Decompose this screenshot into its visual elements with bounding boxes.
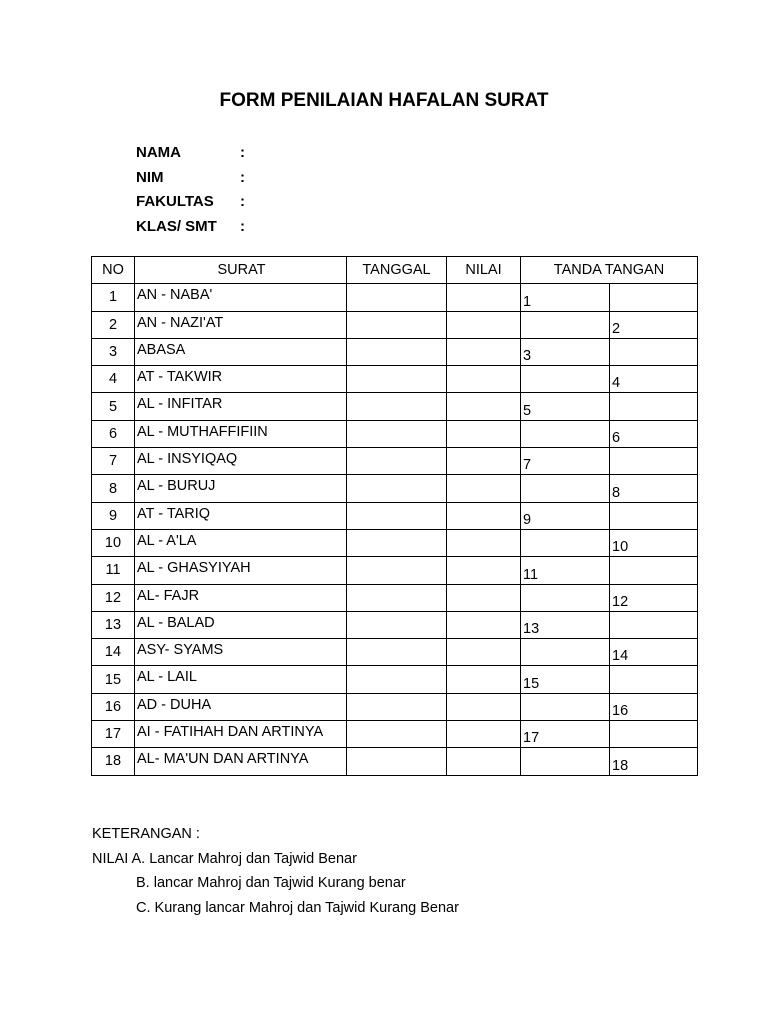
header-tanda-tangan: TANDA TANGAN bbox=[521, 257, 698, 284]
row-signature-left[interactable] bbox=[521, 748, 610, 775]
table-row bbox=[92, 448, 698, 475]
table-row bbox=[92, 748, 698, 775]
row-signature-right[interactable] bbox=[610, 502, 698, 529]
table-row bbox=[92, 611, 698, 638]
row-no: 2 bbox=[92, 311, 135, 338]
table-row bbox=[92, 529, 698, 556]
row-signature-left[interactable] bbox=[521, 366, 610, 393]
row-nilai-cell[interactable] bbox=[447, 529, 521, 556]
row-signature-left[interactable] bbox=[521, 420, 610, 447]
header-surat: SURAT bbox=[135, 257, 347, 284]
row-nilai-cell[interactable] bbox=[447, 448, 521, 475]
row-nilai-cell[interactable] bbox=[447, 366, 521, 393]
nilai-label: NILAI bbox=[92, 850, 129, 867]
info-row-klas-smt bbox=[136, 217, 260, 242]
row-tanggal-cell[interactable] bbox=[347, 584, 447, 611]
notes-item-a bbox=[92, 849, 459, 874]
row-surat: AT - TAKWIR bbox=[135, 366, 347, 393]
notes-item-text: A. Lancar Mahroj dan Tajwid Benar bbox=[131, 850, 357, 867]
table-row bbox=[92, 721, 698, 748]
row-tanggal-cell[interactable] bbox=[347, 448, 447, 475]
row-surat: AL - BURUJ bbox=[135, 475, 347, 502]
info-row-nim bbox=[136, 168, 260, 193]
info-label: NAMA bbox=[136, 144, 181, 161]
table-row bbox=[92, 366, 698, 393]
row-signature-right[interactable]: 2 bbox=[610, 311, 698, 338]
info-label: KLAS/ SMT bbox=[136, 217, 217, 235]
row-signature-right[interactable] bbox=[610, 284, 698, 311]
row-tanggal-cell[interactable] bbox=[347, 393, 447, 420]
notes-item-b: B. lancar Mahroj dan Tajwid Kurang benar bbox=[136, 875, 406, 892]
table-row bbox=[92, 502, 698, 529]
header-no: NO bbox=[92, 257, 135, 284]
row-surat: AL - BALAD bbox=[135, 611, 347, 638]
row-signature-right[interactable]: 16 bbox=[610, 693, 698, 720]
info-row-fakultas bbox=[136, 192, 260, 217]
row-signature-left[interactable] bbox=[521, 311, 610, 338]
row-signature-right[interactable]: 8 bbox=[610, 475, 698, 502]
row-nilai-cell[interactable] bbox=[447, 393, 521, 420]
table-header-row bbox=[92, 257, 698, 284]
row-tanggal-cell[interactable] bbox=[347, 338, 447, 365]
row-tanggal-cell[interactable] bbox=[347, 502, 447, 529]
row-signature-right[interactable] bbox=[610, 393, 698, 420]
table-row bbox=[92, 475, 698, 502]
row-surat: ABASA bbox=[135, 338, 347, 365]
row-nilai-cell[interactable] bbox=[447, 693, 521, 720]
row-signature-left[interactable]: 3 bbox=[521, 338, 610, 365]
row-nilai-cell[interactable] bbox=[447, 311, 521, 338]
table-row bbox=[92, 639, 698, 666]
table-row bbox=[92, 693, 698, 720]
row-no: 11 bbox=[92, 557, 135, 584]
row-tanggal-cell[interactable] bbox=[347, 311, 447, 338]
row-nilai-cell[interactable] bbox=[447, 584, 521, 611]
row-signature-right[interactable]: 12 bbox=[610, 584, 698, 611]
row-signature-left[interactable]: 15 bbox=[521, 666, 610, 693]
row-surat: AI - FATIHAH DAN ARTINYA bbox=[135, 721, 347, 748]
info-colon: : bbox=[240, 193, 245, 210]
row-surat: AL - A'LA bbox=[135, 529, 347, 556]
row-no: 4 bbox=[92, 366, 135, 393]
row-surat: AL- MA'UN DAN ARTINYA bbox=[135, 748, 347, 775]
row-signature-left[interactable] bbox=[521, 475, 610, 502]
row-nilai-cell[interactable] bbox=[447, 748, 521, 775]
info-label: NIM bbox=[136, 168, 164, 186]
row-nilai-cell[interactable] bbox=[447, 420, 521, 447]
row-signature-left[interactable]: 11 bbox=[521, 557, 610, 584]
row-tanggal-cell[interactable] bbox=[347, 666, 447, 693]
row-tanggal-cell[interactable] bbox=[347, 475, 447, 502]
row-nilai-cell[interactable] bbox=[447, 338, 521, 365]
row-no: 18 bbox=[92, 748, 135, 775]
row-tanggal-cell[interactable] bbox=[347, 693, 447, 720]
row-no: 8 bbox=[92, 475, 135, 502]
table-row bbox=[92, 284, 698, 311]
row-signature-right[interactable] bbox=[610, 611, 698, 638]
row-tanggal-cell[interactable] bbox=[347, 721, 447, 748]
row-signature-right[interactable] bbox=[610, 557, 698, 584]
row-signature-left[interactable]: 1 bbox=[521, 284, 610, 311]
row-signature-left[interactable] bbox=[521, 529, 610, 556]
row-no: 10 bbox=[92, 529, 135, 556]
row-signature-right[interactable] bbox=[610, 666, 698, 693]
header-nilai: NILAI bbox=[447, 257, 521, 284]
row-signature-left[interactable]: 5 bbox=[521, 393, 610, 420]
table-row bbox=[92, 584, 698, 611]
row-nilai-cell[interactable] bbox=[447, 666, 521, 693]
row-nilai-cell[interactable] bbox=[447, 721, 521, 748]
row-signature-left[interactable] bbox=[521, 639, 610, 666]
row-signature-left[interactable]: 9 bbox=[521, 502, 610, 529]
table-row bbox=[92, 393, 698, 420]
row-signature-left[interactable] bbox=[521, 693, 610, 720]
info-colon: : bbox=[240, 168, 245, 186]
row-signature-left[interactable] bbox=[521, 584, 610, 611]
assessment-table bbox=[91, 256, 698, 776]
row-tanggal-cell[interactable] bbox=[347, 284, 447, 311]
table-row bbox=[92, 557, 698, 584]
row-surat: AT - TARIQ bbox=[135, 502, 347, 529]
row-nilai-cell[interactable] bbox=[447, 557, 521, 584]
info-colon: : bbox=[240, 144, 245, 161]
info-row-nama bbox=[136, 143, 260, 168]
info-colon: : bbox=[240, 217, 245, 235]
row-signature-right[interactable]: 10 bbox=[610, 529, 698, 556]
row-surat: AL - INFITAR bbox=[135, 393, 347, 420]
table-row bbox=[92, 338, 698, 365]
row-signature-right[interactable]: 6 bbox=[610, 420, 698, 447]
notes-section bbox=[92, 824, 459, 922]
student-info bbox=[136, 143, 260, 241]
notes-item-c: C. Kurang lancar Mahroj dan Tajwid Kurang Benar bbox=[136, 899, 459, 916]
info-label: FAKULTAS bbox=[136, 193, 214, 210]
row-surat: AN - NAZI'AT bbox=[135, 311, 347, 338]
row-no: 5 bbox=[92, 393, 135, 420]
row-no: 15 bbox=[92, 666, 135, 693]
row-tanggal-cell[interactable] bbox=[347, 748, 447, 775]
row-surat: ASY- SYAMS bbox=[135, 639, 347, 666]
row-no: 14 bbox=[92, 639, 135, 666]
row-no: 13 bbox=[92, 611, 135, 638]
row-tanggal-cell[interactable] bbox=[347, 529, 447, 556]
row-no: 9 bbox=[92, 502, 135, 529]
row-no: 17 bbox=[92, 721, 135, 748]
table-row bbox=[92, 666, 698, 693]
row-surat: AL - MUTHAFFIFIIN bbox=[135, 420, 347, 447]
table-body bbox=[92, 284, 698, 775]
row-signature-right[interactable]: 18 bbox=[610, 748, 698, 775]
row-no: 1 bbox=[92, 284, 135, 311]
row-nilai-cell[interactable] bbox=[447, 475, 521, 502]
row-surat: AL- FAJR bbox=[135, 584, 347, 611]
row-surat: AL - INSYIQAQ bbox=[135, 448, 347, 475]
row-tanggal-cell[interactable] bbox=[347, 557, 447, 584]
notes-heading: KETERANGAN : bbox=[92, 826, 200, 842]
row-tanggal-cell[interactable] bbox=[347, 611, 447, 638]
row-tanggal-cell[interactable] bbox=[347, 366, 447, 393]
header-tanggal: TANGGAL bbox=[347, 257, 447, 284]
row-signature-left[interactable]: 17 bbox=[521, 721, 610, 748]
row-surat: AL - LAIL bbox=[135, 666, 347, 693]
row-signature-right[interactable]: 14 bbox=[610, 639, 698, 666]
row-tanggal-cell[interactable] bbox=[347, 420, 447, 447]
row-surat: AL - GHASYIYAH bbox=[135, 557, 347, 584]
row-no: 3 bbox=[92, 338, 135, 365]
row-nilai-cell[interactable] bbox=[447, 611, 521, 638]
form-title: FORM PENILAIAN HAFALAN SURAT bbox=[219, 90, 549, 111]
row-nilai-cell[interactable] bbox=[447, 639, 521, 666]
row-tanggal-cell[interactable] bbox=[347, 639, 447, 666]
table-row bbox=[92, 311, 698, 338]
row-signature-right[interactable] bbox=[610, 338, 698, 365]
row-no: 7 bbox=[92, 448, 135, 475]
row-no: 6 bbox=[92, 420, 135, 447]
row-nilai-cell[interactable] bbox=[447, 284, 521, 311]
row-surat: AD - DUHA bbox=[135, 693, 347, 720]
row-signature-right[interactable] bbox=[610, 721, 698, 748]
row-nilai-cell[interactable] bbox=[447, 502, 521, 529]
row-signature-left[interactable]: 7 bbox=[521, 448, 610, 475]
row-signature-left[interactable]: 13 bbox=[521, 611, 610, 638]
row-signature-right[interactable] bbox=[610, 448, 698, 475]
row-no: 16 bbox=[92, 693, 135, 720]
row-signature-right[interactable]: 4 bbox=[610, 366, 698, 393]
table-row bbox=[92, 420, 698, 447]
row-no: 12 bbox=[92, 584, 135, 611]
row-surat: AN - NABA' bbox=[135, 284, 347, 311]
